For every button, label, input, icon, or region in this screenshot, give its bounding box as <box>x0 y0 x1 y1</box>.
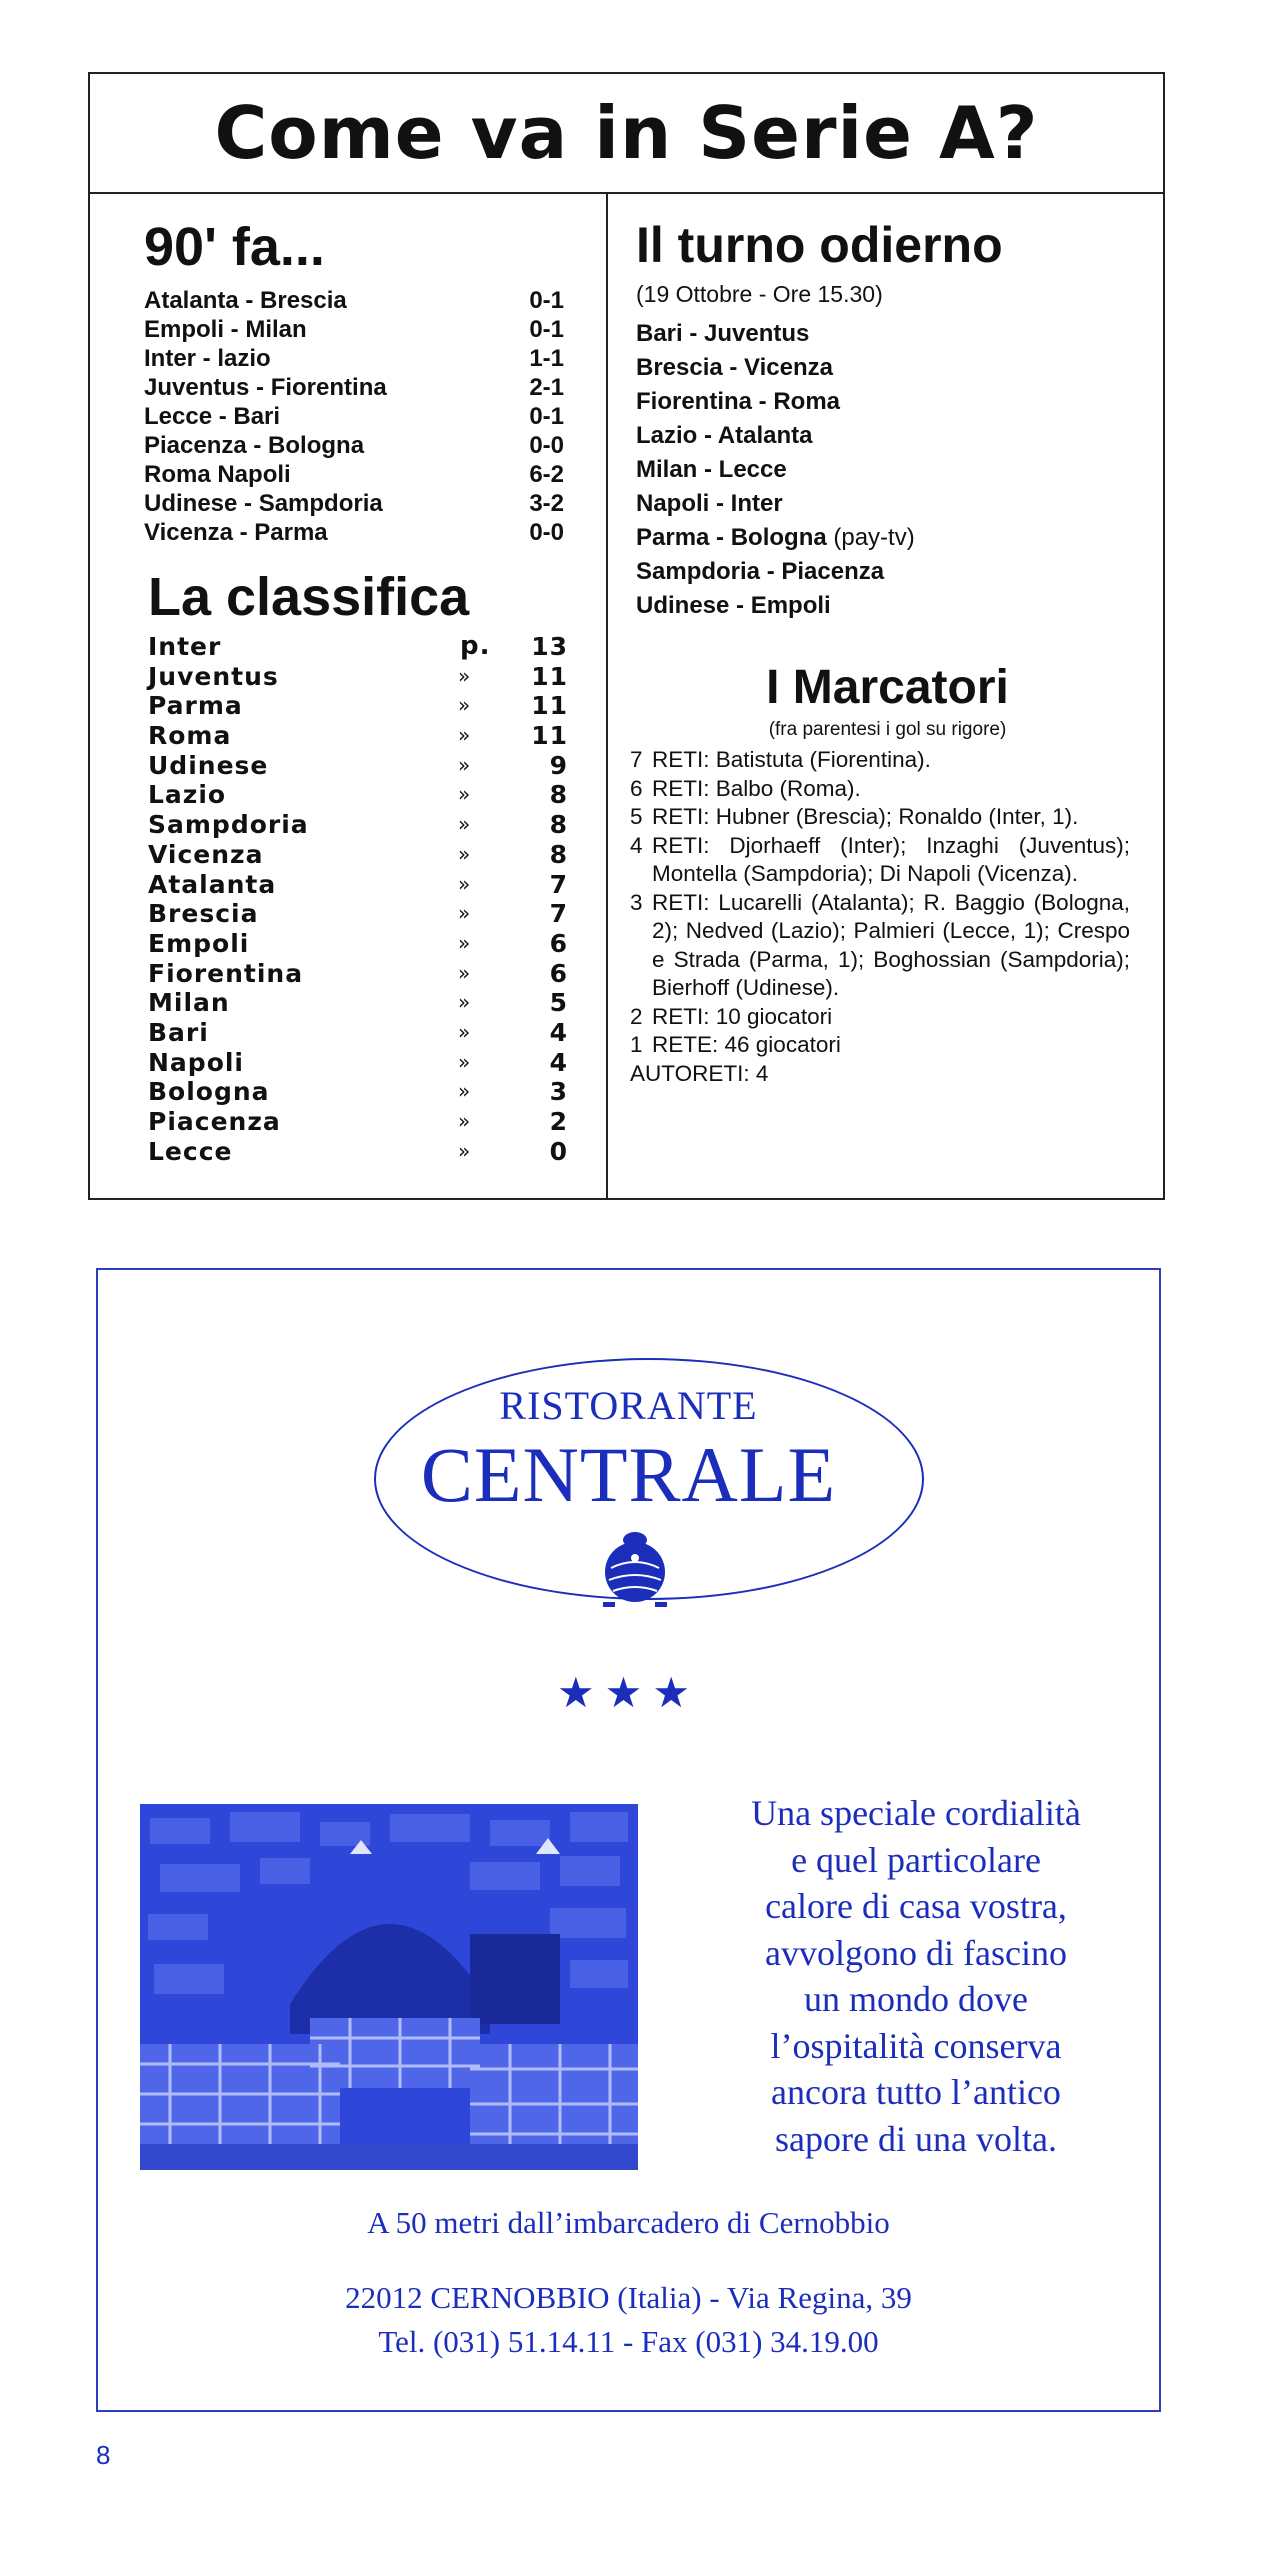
scorer-text: RETI: Djorhaeff (Inter); Inzaghi (Juventus); Montella (Sampdoria); Di Napoli (Vicenza). <box>652 832 1130 886</box>
result-row <box>144 460 564 489</box>
fixture-match: Sampdoria - Piacenza <box>636 558 885 585</box>
standings-team: Roma <box>148 721 232 751</box>
fixture-row <box>636 487 1116 521</box>
standings-unit: » <box>458 930 472 955</box>
standings-row <box>148 899 568 929</box>
standings-unit: » <box>458 782 472 807</box>
autoreti: AUTORETI: 4 <box>630 1060 769 1086</box>
scorer-text: RETE: 46 giocatori <box>652 1032 841 1057</box>
classifica-title: La classifica <box>148 567 470 627</box>
scorer-text: RETI: Lucarelli (Atalanta); R. Baggio (Bologna, 2); Nedved (Lazio); Palmieri (Lecce, 1); Crespo e Strada (Parma, 1); Boghossian (Sampdoria); Bierhoff (Udinese). <box>652 889 1130 1000</box>
standings-unit: » <box>458 1019 472 1044</box>
standings-unit: » <box>458 663 472 688</box>
result-row <box>144 344 564 373</box>
standings-points: 13 <box>531 632 568 661</box>
standings-row <box>148 959 568 989</box>
result-score: 0-0 <box>529 519 564 546</box>
fixture-row <box>636 555 1116 589</box>
ad-stars: ★★★ <box>557 1671 700 1717</box>
result-score: 1-1 <box>529 345 564 372</box>
standings-points: 8 <box>549 810 568 840</box>
standings-team: Atalanta <box>148 869 277 899</box>
result-score: 0-1 <box>529 403 564 430</box>
standings-team: Napoli <box>148 1047 245 1077</box>
fixture-row <box>636 589 1116 623</box>
standings-points: 8 <box>549 839 568 869</box>
fixture-row <box>636 521 1116 555</box>
standings-team: Piacenza <box>148 1107 281 1136</box>
fixture-match: Udinese - Empoli <box>636 592 831 619</box>
fixture-match: Fiorentina - Roma <box>636 388 841 415</box>
standings-points: 11 <box>531 661 568 691</box>
result-score: 0-1 <box>529 316 564 343</box>
standings-team: Bari <box>148 1017 209 1047</box>
standings-points: 7 <box>549 869 568 899</box>
standings-points: 11 <box>531 721 568 751</box>
result-row <box>144 286 564 315</box>
ad-name: CENTRALE <box>420 1431 837 1518</box>
ad-distance: A 50 metri dall’imbarcadero di Cernobbio <box>367 2205 890 2240</box>
standings-team: Udinese <box>148 750 269 780</box>
standings-points: 8 <box>549 780 568 810</box>
scorer-items <box>630 746 1130 1060</box>
result-score: 0-1 <box>529 287 564 314</box>
standings-team: Lecce <box>148 1136 233 1166</box>
scorer-goals: 4 <box>630 832 643 858</box>
standings-points: 6 <box>549 958 568 988</box>
result-match: Piacenza - Bologna <box>144 432 365 459</box>
fixture-match: Milan - Lecce <box>636 456 787 483</box>
ad-slogan <box>666 1790 1166 2162</box>
fixture-match: Bari - Juventus <box>636 320 810 347</box>
standings-team: Juventus <box>148 661 279 691</box>
result-score: 6-2 <box>529 461 564 488</box>
result-match: Lecce - Bari <box>144 403 281 430</box>
standings-unit: » <box>458 723 472 748</box>
standings-row <box>148 632 568 662</box>
fixtures-list <box>636 317 1116 623</box>
ad-slogan-line: sapore di una volta. <box>775 2118 1057 2159</box>
standings-row <box>148 662 568 692</box>
restaurant-ad <box>96 1268 1161 2412</box>
scorer-row <box>630 775 1130 804</box>
marcatori-note: (fra parentesi i gol su rigore) <box>768 719 1007 740</box>
scorer-text: RETI: Balbo (Roma). <box>652 775 861 801</box>
result-row <box>144 489 564 518</box>
standings-unit: » <box>458 693 472 718</box>
standings-table <box>148 632 568 1166</box>
standings-team: Empoli <box>148 928 250 958</box>
standings-unit: » <box>458 1138 472 1163</box>
standings-points: 0 <box>549 1136 568 1166</box>
standings-points: 3 <box>549 1077 568 1107</box>
standings-row <box>148 988 568 1018</box>
result-row <box>144 402 564 431</box>
ninety-title: 90' fa... <box>144 217 325 277</box>
fixture-row <box>636 385 1116 419</box>
scorer-goals: 5 <box>630 804 643 829</box>
standings-row <box>148 1077 568 1107</box>
ad-address: 22012 CERNOBBIO (Italia) - Via Regina, 39 <box>345 2280 912 2315</box>
standings-unit: » <box>458 901 472 926</box>
scorer-row <box>630 746 1130 775</box>
standings-row <box>148 721 568 751</box>
restaurant-interior-photo <box>140 1804 638 2170</box>
scorer-row <box>630 803 1130 832</box>
standings-points: 2 <box>549 1107 568 1136</box>
result-match: Juventus - Fiorentina <box>144 374 387 401</box>
standings-team: Vicenza <box>148 839 264 869</box>
turno-title: Il turno odierno <box>636 217 1003 273</box>
fixture-match: Lazio - Atalanta <box>636 422 813 449</box>
standings-row <box>148 780 568 810</box>
standings-unit: » <box>458 1079 472 1104</box>
turno-date: (19 Ottobre - Ore 15.30) <box>636 281 883 307</box>
scorer-goals: 1 <box>630 1032 643 1057</box>
ad-slogan-line: ancora tutto l’antico <box>771 2072 1061 2112</box>
standings-team: Bologna <box>148 1077 270 1107</box>
result-score: 0-0 <box>529 432 564 459</box>
ad-slogan-line: avvolgono di fascino <box>765 1932 1067 1973</box>
fixture-row <box>636 317 1116 351</box>
fixture-row <box>636 419 1116 453</box>
result-row <box>144 373 564 402</box>
standings-team: Sampdoria <box>148 810 309 840</box>
scorer-text: RETI: Hubner (Brescia); Ronaldo (Inter, 1). <box>652 804 1079 829</box>
page-title: Come va in Serie A? <box>90 74 1163 194</box>
standings-unit: » <box>458 960 472 985</box>
fixture-row <box>636 453 1116 487</box>
page-number: 8 <box>96 2440 111 2470</box>
result-row <box>144 315 564 344</box>
ad-slogan-line: e quel particolare <box>791 1839 1041 1880</box>
standings-row <box>148 1137 568 1167</box>
ad-name-top: RISTORANTE <box>499 1383 758 1428</box>
result-score: 3-2 <box>529 490 564 517</box>
standings-team: Fiorentina <box>148 958 304 988</box>
standings-points: 6 <box>549 928 568 958</box>
standings-unit: » <box>458 841 472 866</box>
scorer-row <box>630 832 1130 889</box>
standings-row <box>148 840 568 870</box>
standings-team: Inter <box>148 632 222 661</box>
result-row <box>144 518 564 547</box>
result-row <box>144 431 564 460</box>
standings-unit: » <box>458 812 472 837</box>
result-match: Roma Napoli <box>144 461 291 488</box>
scorer-goals: 6 <box>630 775 643 801</box>
standings-team: Brescia <box>148 899 259 929</box>
standings-row <box>148 751 568 781</box>
serie-a-box <box>88 72 1165 1200</box>
result-match: Atalanta - Brescia <box>144 287 347 314</box>
ad-slogan-line: l’ospitalità conserva <box>770 2025 1062 2066</box>
standings-points: 9 <box>549 750 568 780</box>
scorer-goals: 7 <box>630 747 643 772</box>
standings-points: 5 <box>549 988 568 1018</box>
scorer-goals: 3 <box>630 889 643 915</box>
standings-points: 7 <box>549 899 568 929</box>
ad-phone: Tel. (031) 51.14.11 - Fax (031) 34.19.00 <box>378 2324 879 2359</box>
scorer-goals: 2 <box>630 1003 643 1029</box>
scorer-row <box>630 1003 1130 1032</box>
standings-team: Milan <box>148 988 230 1018</box>
standings-row <box>148 929 568 959</box>
standings-unit: » <box>458 990 472 1015</box>
scorer-row <box>630 889 1130 1003</box>
standings-unit: » <box>458 1049 472 1074</box>
ad-slogan-line: calore di casa vostra, <box>765 1886 1067 1926</box>
standings-row <box>148 1107 568 1137</box>
scorer-text: RETI: 10 giocatori <box>652 1003 833 1029</box>
standings-unit: p. <box>460 631 491 661</box>
marcatori-title: I Marcatori <box>766 661 1009 714</box>
ad-slogan-line: Una speciale cordialità <box>751 1793 1081 1833</box>
standings-unit: » <box>458 871 472 896</box>
ad-slogan-line: un mondo dove <box>804 1979 1028 2019</box>
result-match: Udinese - Sampdoria <box>144 490 383 517</box>
standings-team: Parma <box>148 691 243 721</box>
standings-unit: » <box>458 752 472 777</box>
scorer-row <box>630 1031 1130 1060</box>
standings-row <box>148 1048 568 1078</box>
standings-row <box>148 810 568 840</box>
result-score: 2-1 <box>529 374 564 401</box>
result-match: Empoli - Milan <box>144 316 307 343</box>
scorer-text: RETI: Batistuta (Fiorentina). <box>652 747 931 772</box>
standings-team: Lazio <box>148 780 227 810</box>
standings-points: 4 <box>549 1047 568 1077</box>
fixture-note: (pay-tv) <box>826 524 915 551</box>
results-list <box>144 286 564 547</box>
standings-points: 4 <box>549 1017 568 1047</box>
fixture-row <box>636 351 1116 385</box>
fixture-match: Parma - Bologna <box>636 524 827 551</box>
standings-row <box>148 1018 568 1048</box>
fixture-match: Brescia - Vicenza <box>636 354 834 381</box>
standings-row <box>148 870 568 900</box>
fixture-match: Napoli - Inter <box>636 490 783 517</box>
standings-row <box>148 691 568 721</box>
restaurant-logo-icon <box>597 1528 673 1610</box>
standings-unit: » <box>458 1109 472 1133</box>
standings-points: 11 <box>531 691 568 721</box>
result-match: Vicenza - Parma <box>144 519 328 546</box>
scorers-list <box>630 746 1130 1088</box>
result-match: Inter - lazio <box>144 345 271 372</box>
